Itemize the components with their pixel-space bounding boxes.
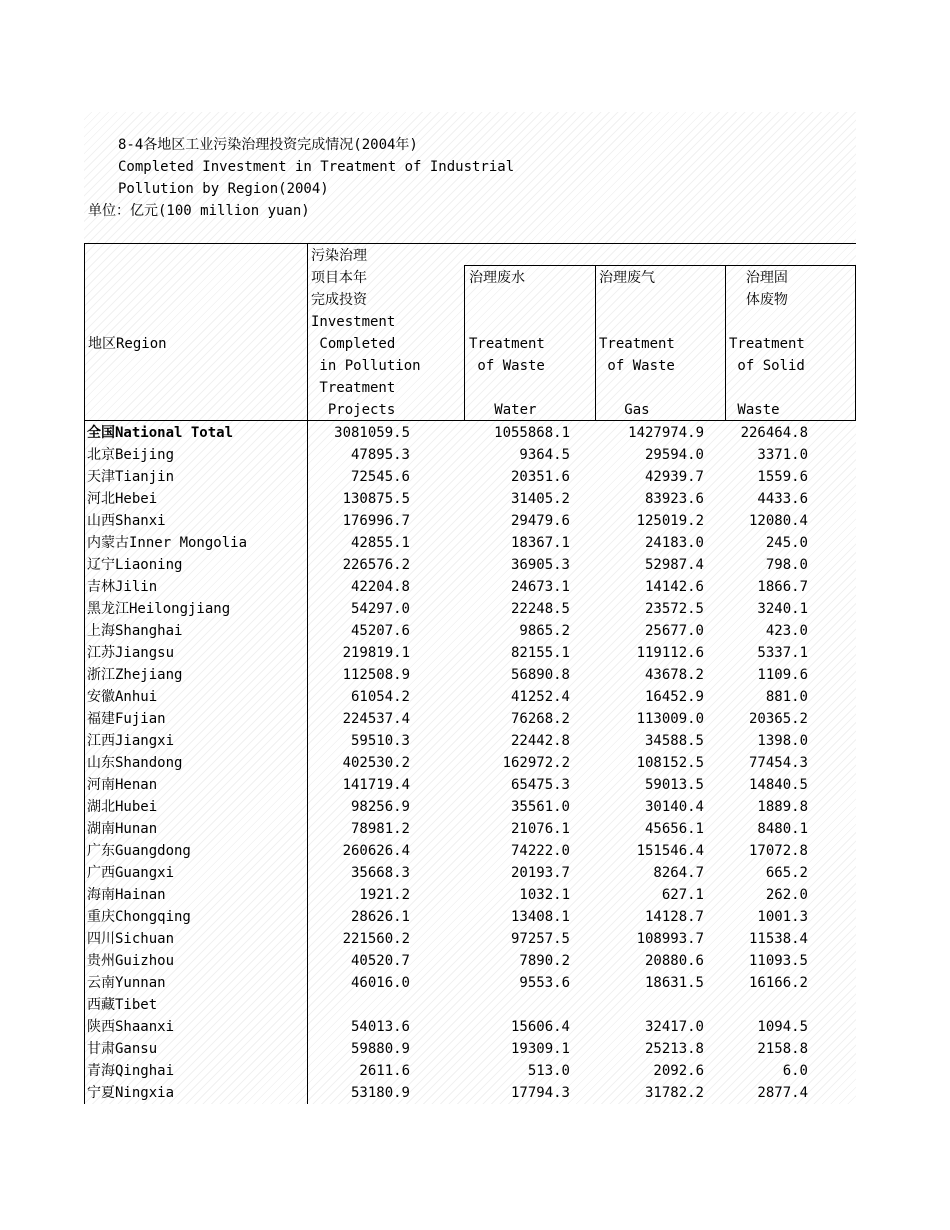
table-title-en-line2: Pollution by Region(2004) (118, 181, 329, 197)
investment-cell: 72545.6 (350, 469, 410, 485)
investment-cell: 53180.9 (350, 1085, 410, 1101)
water-cell: 7890.2 (519, 953, 570, 969)
table-row (84, 796, 856, 818)
water-cell: 82155.1 (510, 645, 570, 661)
solid-cell: 8480.1 (757, 821, 808, 837)
water-cell: 65475.3 (510, 777, 570, 793)
header-gas-line: of Waste (599, 358, 675, 374)
water-cell: 9865.2 (519, 623, 570, 639)
investment-cell: 219819.1 (342, 645, 410, 661)
gas-cell: 113009.0 (636, 711, 704, 727)
gas-cell: 119112.6 (636, 645, 704, 661)
investment-cell: 47895.3 (350, 447, 410, 463)
region-cell: 黑龙江Heilongjiang (87, 601, 231, 617)
solid-cell: 3371.0 (757, 447, 808, 463)
gas-cell: 30140.4 (644, 799, 704, 815)
solid-cell: 2877.4 (757, 1085, 808, 1101)
table-row (84, 488, 856, 510)
region-cell: 安徽Anhui (87, 689, 158, 705)
gas-cell: 1427974.9 (628, 425, 704, 441)
water-cell: 29479.6 (510, 513, 570, 529)
table-body (84, 422, 856, 1104)
solid-cell: 17072.8 (748, 843, 808, 859)
solid-cell: 262.0 (765, 887, 808, 903)
header-investment-line: 完成投资 (311, 292, 367, 308)
investment-cell: 130875.5 (342, 491, 410, 507)
investment-cell: 54013.6 (350, 1019, 410, 1035)
header-investment-line: Projects (311, 402, 396, 418)
water-cell: 76268.2 (510, 711, 570, 727)
region-cell: 江西Jiangxi (87, 733, 175, 749)
table-row (84, 686, 856, 708)
header-investment-line: Completed (311, 336, 396, 352)
gas-cell: 14128.7 (644, 909, 704, 925)
investment-cell: 260626.4 (342, 843, 410, 859)
water-cell: 22248.5 (510, 601, 570, 617)
header-solid-line: Treatment (729, 336, 805, 352)
water-cell: 20351.6 (510, 469, 570, 485)
solid-cell: 4433.6 (757, 491, 808, 507)
header-investment-line: in Pollution (311, 358, 421, 374)
table-row (84, 818, 856, 840)
table-row (84, 928, 856, 950)
investment-cell: 46016.0 (350, 975, 410, 991)
gas-cell: 2092.6 (653, 1063, 704, 1079)
gas-cell: 29594.0 (644, 447, 704, 463)
header-region: 地区Region (88, 336, 167, 352)
investment-cell: 1921.2 (359, 887, 410, 903)
solid-cell: 798.0 (765, 557, 808, 573)
table-row (84, 1060, 856, 1082)
table-row (84, 906, 856, 928)
water-column-border (464, 265, 465, 421)
investment-cell: 61054.2 (350, 689, 410, 705)
water-cell: 56890.8 (510, 667, 570, 683)
region-cell: 海南Hainan (87, 887, 166, 903)
table-row (84, 664, 856, 686)
region-cell: 福建Fujian (87, 711, 166, 727)
investment-cell: 28626.1 (350, 909, 410, 925)
solid-cell: 423.0 (765, 623, 808, 639)
region-cell: 云南Yunnan (87, 975, 166, 991)
solid-column-border (725, 265, 726, 421)
water-cell: 22442.8 (510, 733, 570, 749)
region-cell: 全国National Total (87, 425, 234, 441)
solid-cell: 881.0 (765, 689, 808, 705)
solid-cell: 11538.4 (748, 931, 808, 947)
region-cell: 江苏Jiangsu (87, 645, 175, 661)
investment-cell: 42855.1 (350, 535, 410, 551)
water-cell: 20193.7 (510, 865, 570, 881)
solid-cell: 245.0 (765, 535, 808, 551)
investment-cell: 3081059.5 (334, 425, 410, 441)
solid-cell: 77454.3 (748, 755, 808, 771)
water-cell: 24673.1 (510, 579, 570, 595)
header-water-line: Water (469, 402, 537, 418)
table-row (84, 620, 856, 642)
table-row (84, 466, 856, 488)
investment-cell: 42204.8 (350, 579, 410, 595)
table-row (84, 1016, 856, 1038)
investment-cell: 78981.2 (350, 821, 410, 837)
water-cell: 1032.1 (519, 887, 570, 903)
solid-cell: 1559.6 (757, 469, 808, 485)
header-gas-line: Gas (599, 402, 650, 418)
table-title-cn: 8-4各地区工业污染治理投资完成情况(2004年) (118, 137, 418, 153)
right-header-border (855, 265, 856, 421)
water-cell: 74222.0 (510, 843, 570, 859)
region-cell: 湖南Hunan (87, 821, 158, 837)
water-cell: 15606.4 (510, 1019, 570, 1035)
table-row (84, 554, 856, 576)
gas-cell: 32417.0 (644, 1019, 704, 1035)
table-row (84, 774, 856, 796)
header-investment-line: Investment (311, 314, 396, 330)
gas-cell: 18631.5 (644, 975, 704, 991)
header-solid-line: 治理固 (729, 270, 788, 286)
region-cell: 广西Guangxi (87, 865, 175, 881)
investment-cell: 59510.3 (350, 733, 410, 749)
solid-cell: 1866.7 (757, 579, 808, 595)
water-cell: 21076.1 (510, 821, 570, 837)
investment-cell: 112508.9 (342, 667, 410, 683)
table-row (84, 950, 856, 972)
gas-cell: 23572.5 (644, 601, 704, 617)
table-row (84, 1082, 856, 1104)
gas-cell: 151546.4 (636, 843, 704, 859)
gas-cell: 83923.6 (644, 491, 704, 507)
solid-cell: 1889.8 (757, 799, 808, 815)
water-cell: 17794.3 (510, 1085, 570, 1101)
region-cell: 北京Beijing (87, 447, 175, 463)
table-row (84, 444, 856, 466)
table-row (84, 532, 856, 554)
water-cell: 97257.5 (510, 931, 570, 947)
region-cell: 贵州Guizhou (87, 953, 175, 969)
water-cell: 1055868.1 (494, 425, 570, 441)
solid-cell: 1109.6 (757, 667, 808, 683)
water-cell: 41252.4 (510, 689, 570, 705)
solid-cell: 1398.0 (757, 733, 808, 749)
header-solid-line: 体废物 (729, 292, 788, 308)
water-cell: 9553.6 (519, 975, 570, 991)
table-row (84, 422, 856, 444)
table-row (84, 972, 856, 994)
region-cell: 内蒙古Inner Mongolia (87, 535, 248, 551)
gas-cell: 43678.2 (644, 667, 704, 683)
investment-cell: 54297.0 (350, 601, 410, 617)
header-water-line: of Waste (469, 358, 545, 374)
table-row (84, 510, 856, 532)
table-row (84, 708, 856, 730)
investment-cell: 98256.9 (350, 799, 410, 815)
header-gas-line: Treatment (599, 336, 675, 352)
solid-cell: 6.0 (782, 1063, 808, 1079)
gas-cell: 42939.7 (644, 469, 704, 485)
gas-cell: 25213.8 (644, 1041, 704, 1057)
water-cell: 19309.1 (510, 1041, 570, 1057)
header-investment-line: 污染治理 (311, 248, 367, 264)
water-cell: 162972.2 (502, 755, 570, 771)
investment-cell: 402530.2 (342, 755, 410, 771)
gas-cell: 627.1 (661, 887, 704, 903)
table-row (84, 576, 856, 598)
gas-cell: 52987.4 (644, 557, 704, 573)
solid-cell: 12080.4 (748, 513, 808, 529)
table-title-en-line1: Completed Investment in Treatment of Industrial (118, 159, 515, 175)
region-cell: 河北Hebei (87, 491, 158, 507)
investment-cell: 45207.6 (350, 623, 410, 639)
water-cell: 31405.2 (510, 491, 570, 507)
gas-cell: 24183.0 (644, 535, 704, 551)
table-row (84, 730, 856, 752)
region-cell: 吉林Jilin (87, 579, 158, 595)
investment-cell: 40520.7 (350, 953, 410, 969)
solid-cell: 1001.3 (757, 909, 808, 925)
table-row (84, 752, 856, 774)
gas-cell: 25677.0 (644, 623, 704, 639)
table-row (84, 642, 856, 664)
gas-cell: 108152.5 (636, 755, 704, 771)
investment-cell: 226576.2 (342, 557, 410, 573)
header-subgroup-border (464, 265, 856, 266)
solid-cell: 2158.8 (757, 1041, 808, 1057)
region-cell: 西藏Tibet (87, 997, 158, 1013)
region-cell: 天津Tianjin (87, 469, 175, 485)
region-cell: 山西Shanxi (87, 513, 166, 529)
header-solid-line: of Solid (729, 358, 805, 374)
region-cell: 宁夏Ningxia (87, 1085, 175, 1101)
region-cell: 陕西Shaanxi (87, 1019, 175, 1035)
gas-cell: 14142.6 (644, 579, 704, 595)
gas-cell: 45656.1 (644, 821, 704, 837)
investment-cell: 224537.4 (342, 711, 410, 727)
solid-cell: 665.2 (765, 865, 808, 881)
table-row (84, 884, 856, 906)
gas-cell: 31782.2 (644, 1085, 704, 1101)
water-cell: 13408.1 (510, 909, 570, 925)
investment-cell: 2611.6 (359, 1063, 410, 1079)
header-gas-line: 治理废气 (599, 270, 655, 286)
solid-cell: 3240.1 (757, 601, 808, 617)
region-cell: 广东Guangdong (87, 843, 191, 859)
gas-cell: 8264.7 (653, 865, 704, 881)
header-top-border (84, 243, 856, 244)
solid-cell: 20365.2 (748, 711, 808, 727)
region-cell: 上海Shanghai (87, 623, 183, 639)
table-row (84, 994, 856, 1016)
investment-cell: 221560.2 (342, 931, 410, 947)
region-cell: 河南Henan (87, 777, 158, 793)
region-cell: 浙江Zhejiang (87, 667, 183, 683)
water-cell: 9364.5 (519, 447, 570, 463)
water-cell: 35561.0 (510, 799, 570, 815)
gas-cell: 20880.6 (644, 953, 704, 969)
table-row (84, 598, 856, 620)
investment-cell: 141719.4 (342, 777, 410, 793)
gas-cell: 34588.5 (644, 733, 704, 749)
header-solid-line: Waste (729, 402, 780, 418)
table-row (84, 862, 856, 884)
gas-cell: 16452.9 (644, 689, 704, 705)
region-cell: 重庆Chongqing (87, 909, 191, 925)
region-cell: 甘肃Gansu (87, 1041, 158, 1057)
region-cell: 山东Shandong (87, 755, 183, 771)
table-row (84, 840, 856, 862)
gas-column-border (595, 265, 596, 421)
header-investment-line: Treatment (311, 380, 396, 396)
water-cell: 513.0 (527, 1063, 570, 1079)
region-cell: 辽宁Liaoning (87, 557, 183, 573)
unit-label: 单位：亿元(100 million yuan) (88, 203, 310, 219)
water-cell: 18367.1 (510, 535, 570, 551)
investment-cell: 176996.7 (342, 513, 410, 529)
header-investment-line: 项目本年 (311, 270, 367, 286)
table-row (84, 1038, 856, 1060)
solid-cell: 1094.5 (757, 1019, 808, 1035)
solid-cell: 16166.2 (748, 975, 808, 991)
solid-cell: 226464.8 (740, 425, 808, 441)
region-cell: 四川Sichuan (87, 931, 175, 947)
investment-cell: 35668.3 (350, 865, 410, 881)
solid-cell: 5337.1 (757, 645, 808, 661)
investment-cell: 59880.9 (350, 1041, 410, 1057)
solid-cell: 11093.5 (748, 953, 808, 969)
region-cell: 青海Qinghai (87, 1063, 175, 1079)
header-water-line: 治理废水 (469, 270, 525, 286)
region-cell: 湖北Hubei (87, 799, 158, 815)
header-water-line: Treatment (469, 336, 545, 352)
solid-cell: 14840.5 (748, 777, 808, 793)
water-cell: 36905.3 (510, 557, 570, 573)
gas-cell: 108993.7 (636, 931, 704, 947)
gas-cell: 125019.2 (636, 513, 704, 529)
gas-cell: 59013.5 (644, 777, 704, 793)
